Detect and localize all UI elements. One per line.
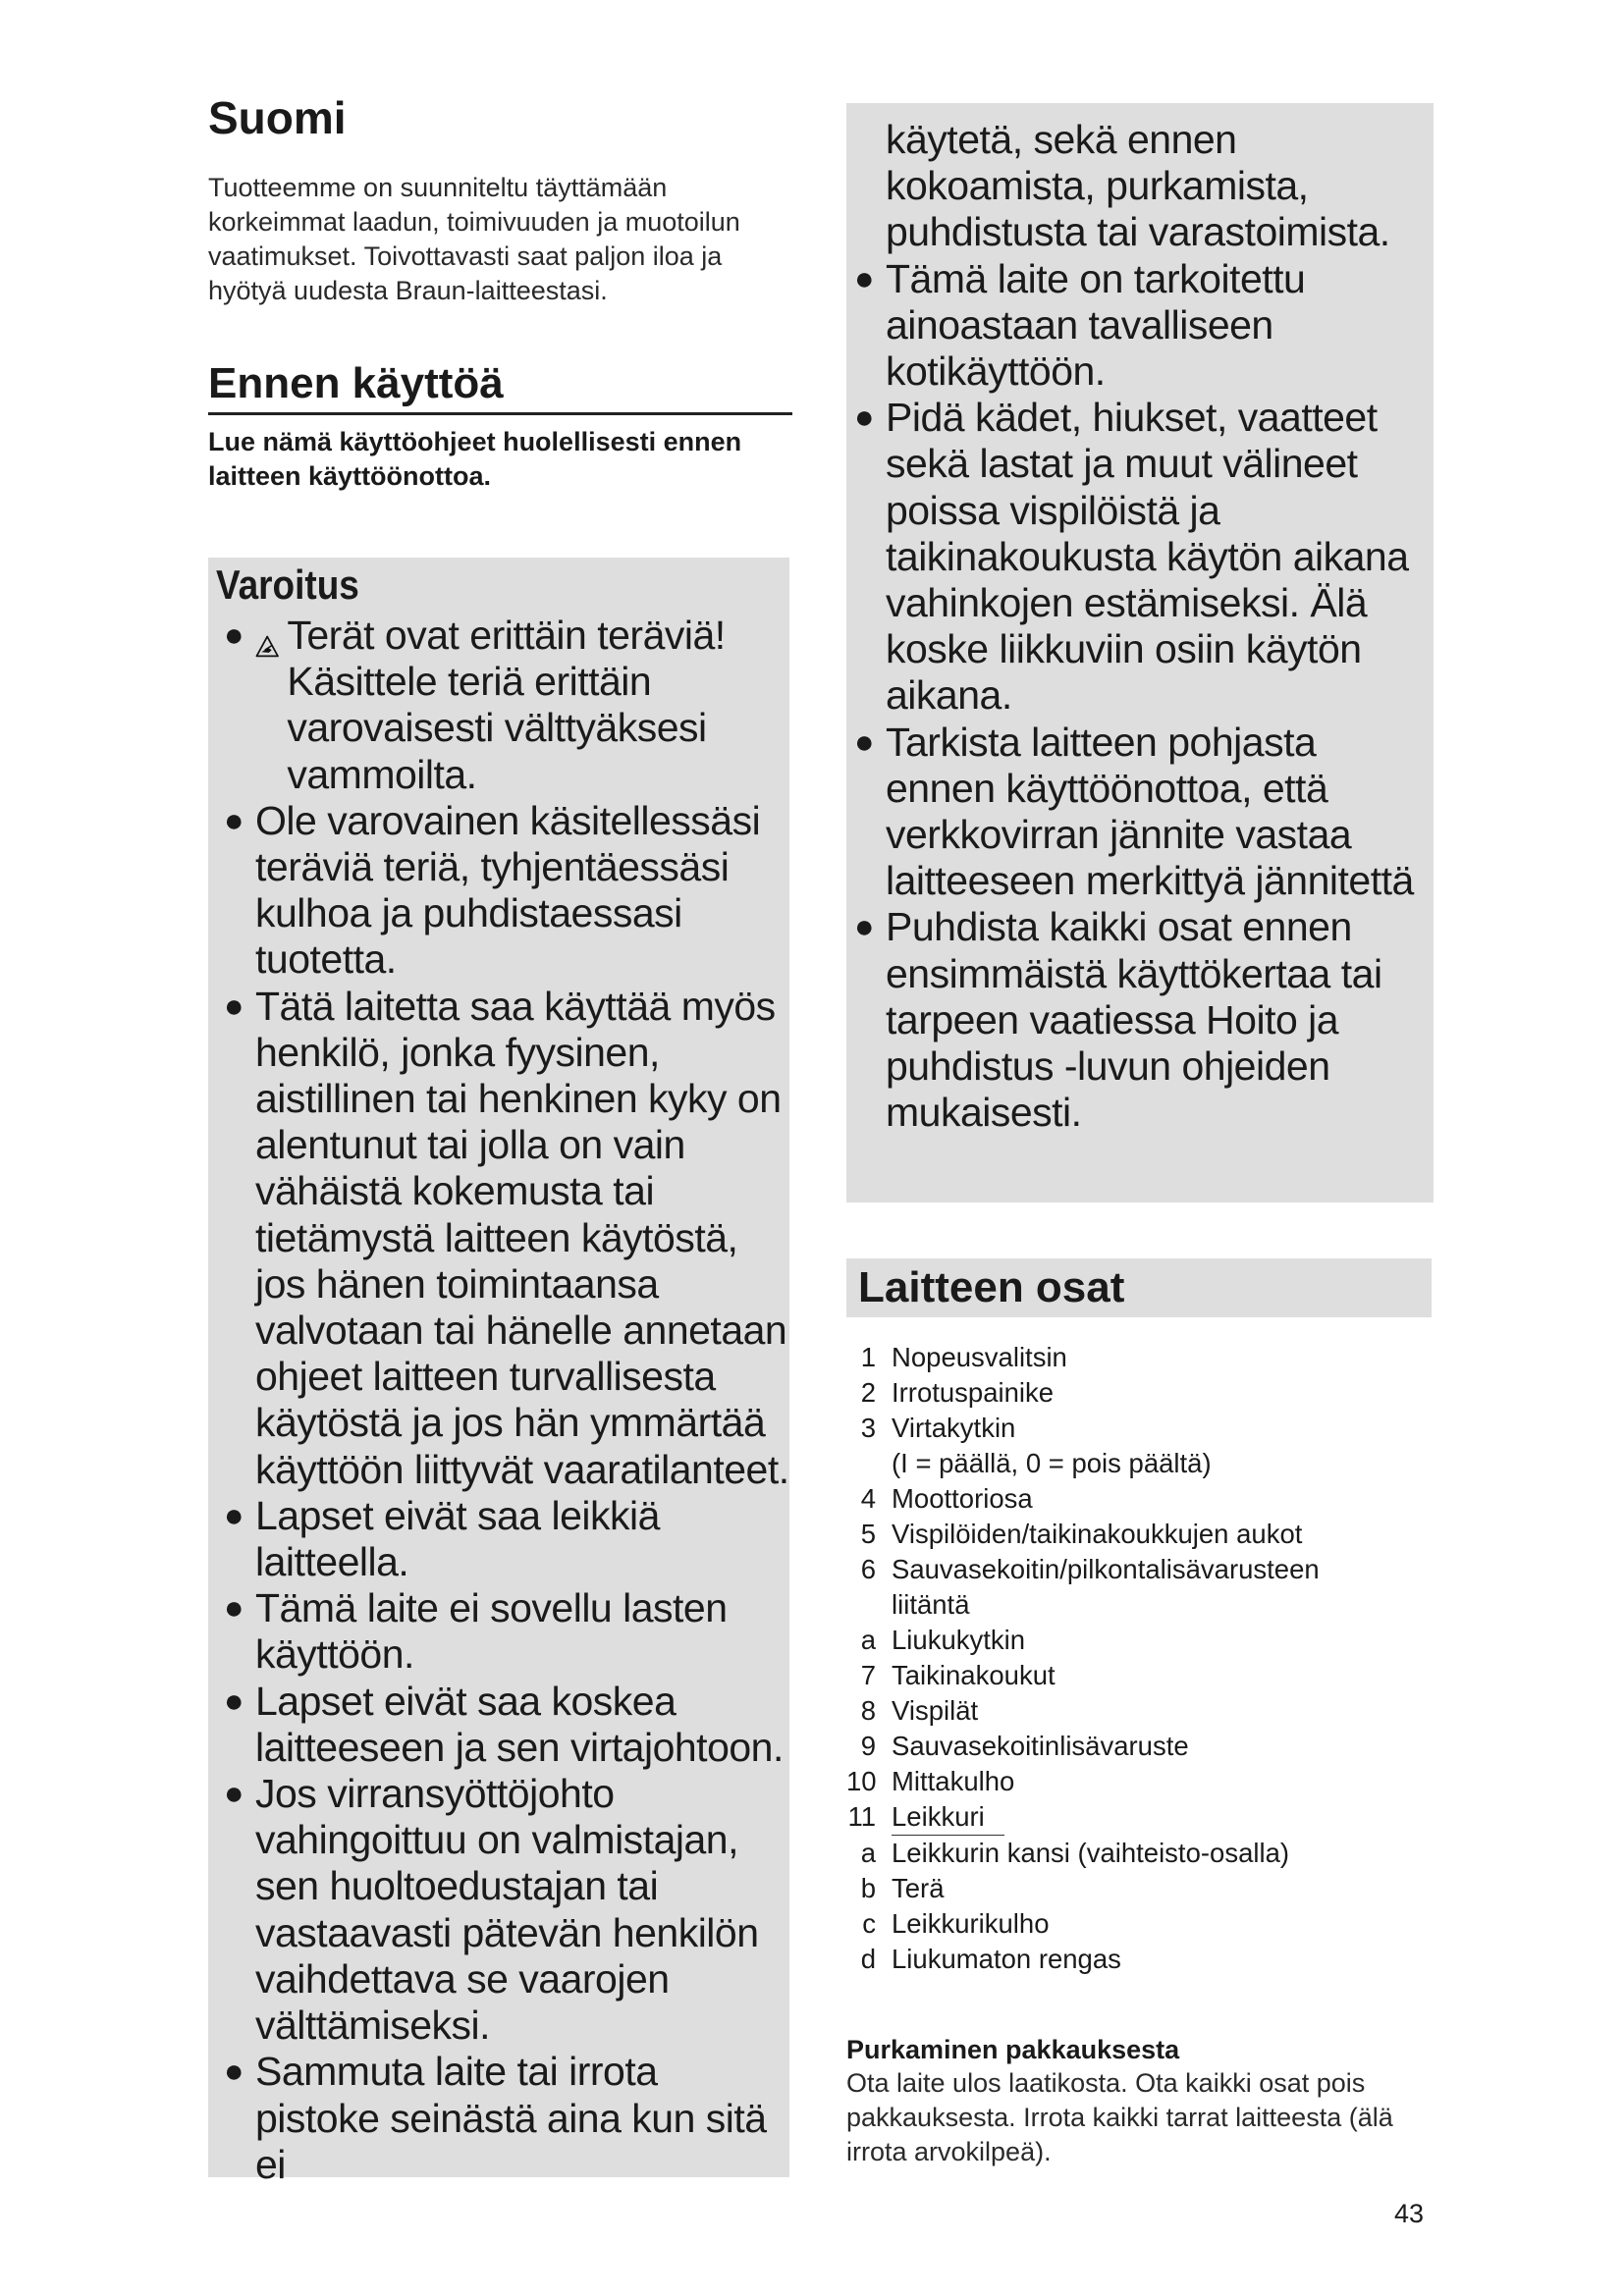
warning-item [846,395,1434,719]
intro-text: Tuotteemme on suunniteltu täyttämään korkeimmat laadun, toimivuuden ja muotoilun vaatimukset. Toivottavasti saat paljon iloa ja hyötyä uudesta Braun-laitteestasi. [208,172,740,305]
part-number [846,1587,892,1623]
part-number: 9 [860,1731,876,1761]
before-use-lead: Lue nämä käyttöohjeet huolellisesti ennen laitteen käyttöönottoa. [208,427,742,492]
warning-item [216,984,789,1493]
warning-box-left [208,558,789,2187]
part-number: 7 [860,1660,876,1690]
parts-list [846,1340,1435,1977]
warning-item [846,720,1434,905]
warning-item-text: Tämä laite on tarkoitettu ainoastaan tavalliseen kotikäyttöön. [886,255,1306,395]
part-label: liitäntä [892,1589,970,1620]
page-number: 43 [1394,2199,1425,2228]
part-number: 10 [846,1766,877,1796]
warning-item [216,613,789,798]
parts-row [846,1340,1435,1375]
parts-row [846,1836,1435,1871]
warning-item-text: Tätä laitetta saa käyttää myös henkilö, jonka fyysinen, aistillinen tai henkinen kyky on alentunut tai jolla on vain vähäistä kokemusta tai tietämystä laitteen käytöstä, jos hänen toimintaansa valvotaan tai hänelle annetaan ohjeet laitteen turvallisesta käytöstä ja jos hän ymmärtää käyttöön liittyvät vaaratilanteet. [255,983,789,1492]
warning-list-right [846,256,1434,1137]
parts-row [846,1517,1435,1552]
bullet-icon: ● [854,908,875,946]
unpacking-text: Ota laite ulos laatikosta. Ota kaikki osat pois pakkauksesta. Irrota kaikki tarrat laitteesta (älä irrota arvokilpeä). [846,2068,1393,2166]
parts-row [846,1942,1435,1977]
warning-continuation: käytetä, sekä ennen kokoamista, purkamista, puhdistusta tai varastoimista. [886,117,1390,255]
part-number: d [860,1944,876,1974]
part-label: Virtakytkin [892,1413,1016,1443]
unpacking-title: Purkaminen pakkauksesta [846,2035,1180,2064]
parts-row [846,1481,1435,1517]
part-number: 5 [860,1519,876,1549]
unpacking-section [846,2033,1435,2169]
bullet-icon: ● [224,1682,244,1720]
part-number: a [860,1625,876,1655]
parts-row [846,1764,1435,1799]
bullet-icon: ● [224,987,244,1025]
parts-row [846,1411,1435,1446]
part-label: Irrotuspainike [892,1377,1055,1408]
before-use-title: Ennen käyttöä [208,359,792,416]
part-label: Liukukytkin [892,1625,1026,1655]
warning-item-text: Sammuta laite tai irrota pistoke seinästä aina kun sitä ei [255,2049,767,2187]
part-number: 11 [847,1801,876,1832]
warning-item [846,904,1434,1136]
bullet-icon: ● [224,2053,244,2091]
parts-row [846,1906,1435,1942]
warning-box-right [846,103,1434,1202]
parts-row [846,1375,1435,1411]
part-number: 6 [860,1554,876,1584]
bullet-icon: ● [854,259,875,297]
part-label: Taikinakoukut [892,1660,1056,1690]
warning-list-left [216,613,789,2188]
part-number: b [860,1873,876,1903]
part-label: Liukumaton rengas [892,1944,1121,1974]
parts-row [846,1693,1435,1729]
warning-item [216,1771,789,2049]
parts-row [846,1871,1435,1906]
warning-item-text: Puhdista kaikki osat ennen ensimmäistä käyttökertaa tai tarpeen vaatiessa Hoito ja puhdistus -luvun ohjeiden mukaisesti. [886,904,1382,1136]
bullet-icon: ● [224,1496,244,1534]
bullet-icon: ● [224,801,244,839]
parts-row [846,1587,1435,1623]
warning-title: Varoitus [216,561,359,608]
warning-item-text: Pidä kädet, hiukset, vaatteet sekä lastat ja muut välineet poissa vispilöistä ja taikinakoukusta käytön aikana vahinkojen estämiseksi. Älä koske liikkuviin osiin käytön aikana. [886,395,1409,719]
warning-item [216,798,789,984]
part-number: 4 [860,1483,876,1514]
bullet-icon: ● [854,722,875,761]
warning-item-text: Jos virransyöttöjohto vahingoittuu on valmistajan, sen huoltoedustajan tai vastaavasti pätevän henkilön vaihdettava se vaarojen välttämiseksi. [255,1771,759,2049]
warning-item [216,2049,789,2188]
warning-item-text: Lapset eivät saa leikkiä laitteella. [255,1492,660,1585]
bullet-icon: ● [224,1589,244,1628]
part-label: (I = päällä, 0 = pois päältä) [892,1448,1212,1478]
part-label: Leikkuri [892,1799,1004,1836]
part-label: Vispilöiden/taikinakoukkujen aukot [892,1519,1303,1549]
part-label: Leikkurin kansi (vaihteisto-osalla) [892,1838,1290,1868]
warning-item-text: Lapset eivät saa koskea laitteeseen ja sen virtajohtoon. [255,1678,784,1770]
part-label: Mittakulho [892,1766,1015,1796]
parts-row [846,1446,1435,1481]
part-number [846,1446,892,1481]
part-label: Terä [892,1873,945,1903]
part-label: Sauvasekoitinlisävaruste [892,1731,1189,1761]
warning-item-text: Ole varovainen käsitellessäsi teräviä teriä, tyhjentäessäsi kulhoa ja puhdistaessasi tuotetta. [255,797,761,983]
warning-item-text: Tarkista laitteen pohjasta ennen käyttöönottoa, että verkkovirran jännite vastaa laitteeseen merkittyä jännitettä [886,719,1414,904]
part-number: 1 [860,1342,876,1372]
parts-row [846,1658,1435,1693]
warning-item [216,1585,789,1678]
parts-row [846,1729,1435,1764]
part-number: 2 [860,1377,876,1408]
part-label: Sauvasekoitin/pilkontalisävarusteen [892,1554,1320,1584]
language-title: Suomi [208,92,347,143]
warning-item [216,1679,789,1771]
left-column [208,93,792,494]
warning-item [216,1493,789,1585]
part-label: Leikkurikulho [892,1908,1050,1939]
parts-title: Laitteen osat [846,1258,1432,1317]
bullet-icon: ● [854,399,875,437]
parts-row [846,1799,1435,1836]
parts-row [846,1623,1435,1658]
bullet-icon: ● [224,1775,244,1813]
warning-item-text: Terät ovat erittäin teräviä! Käsittele teriä erittäin varovaisesti välttyäksesi vammoilta. [287,613,726,797]
warning-item-text: Tämä laite ei sovellu lasten käyttöön. [255,1585,728,1678]
warning-item [846,256,1434,396]
part-number: a [860,1838,876,1868]
part-label: Nopeusvalitsin [892,1342,1067,1372]
part-label: Moottoriosa [892,1483,1033,1514]
part-number: c [862,1908,876,1939]
part-number: 3 [860,1413,876,1443]
sharp-blade-warning-icon [255,613,279,681]
part-label: Vispilät [892,1695,979,1726]
parts-row [846,1552,1435,1587]
part-number: 8 [860,1695,876,1726]
bullet-icon: ● [224,616,244,654]
